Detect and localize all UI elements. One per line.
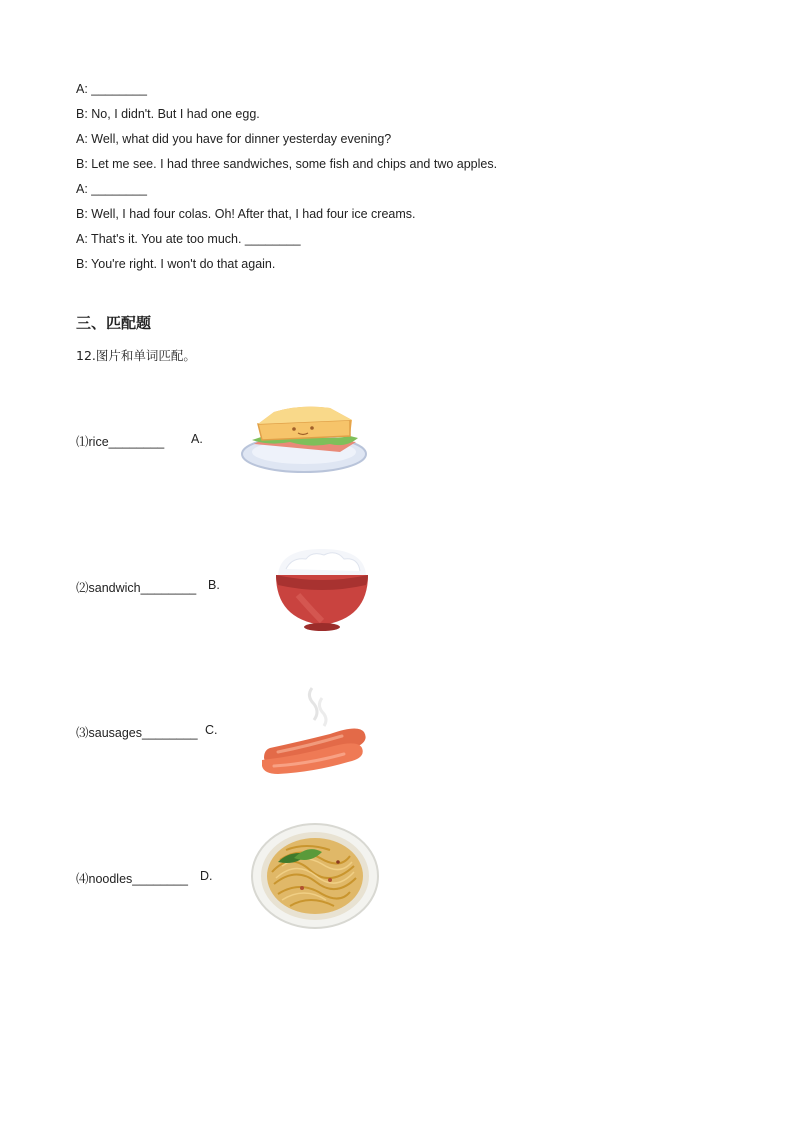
match-item-1 (76, 432, 203, 450)
dialogue-line-8: B: You're right. I won't do that again. (76, 257, 276, 271)
match-item-2 (76, 578, 220, 596)
match-item-letter: D. (200, 869, 213, 883)
match-item-3 (76, 723, 218, 741)
noodles-plate-icon (250, 822, 380, 930)
question-text: 12.图片和单词匹配。 (76, 348, 196, 363)
section-title: 三、匹配题 (76, 314, 152, 332)
sausages-icon (258, 684, 378, 776)
match-item-word: ⑶sausages________ (76, 726, 198, 740)
match-item-word: ⑴rice________ (76, 435, 165, 449)
match-item-word: ⑵sandwich________ (76, 581, 197, 595)
match-item-4 (76, 869, 213, 887)
dialogue-line-7: A: That's it. You ate too much. ________ (76, 232, 301, 246)
match-item-letter: B. (208, 578, 220, 592)
sandwich-icon (240, 402, 370, 478)
match-item-word: ⑷noodles________ (76, 872, 188, 886)
match-item-letter: A. (191, 432, 203, 446)
dialogue-line-4: B: Let me see. I had three sandwiches, some fish and chips and two apples. (76, 157, 498, 171)
match-item-letter: C. (205, 723, 218, 737)
rice-bowl-icon (272, 545, 372, 635)
dialogue-line-5: A: ________ (76, 182, 147, 196)
dialogue-line-1: A: ________ (76, 82, 147, 96)
dialogue-line-6: B: Well, I had four colas. Oh! After that, I had four ice creams. (76, 207, 416, 221)
dialogue-line-2: B: No, I didn't. But I had one egg. (76, 107, 260, 121)
dialogue-line-3: A: Well, what did you have for dinner yesterday evening? (76, 132, 392, 146)
